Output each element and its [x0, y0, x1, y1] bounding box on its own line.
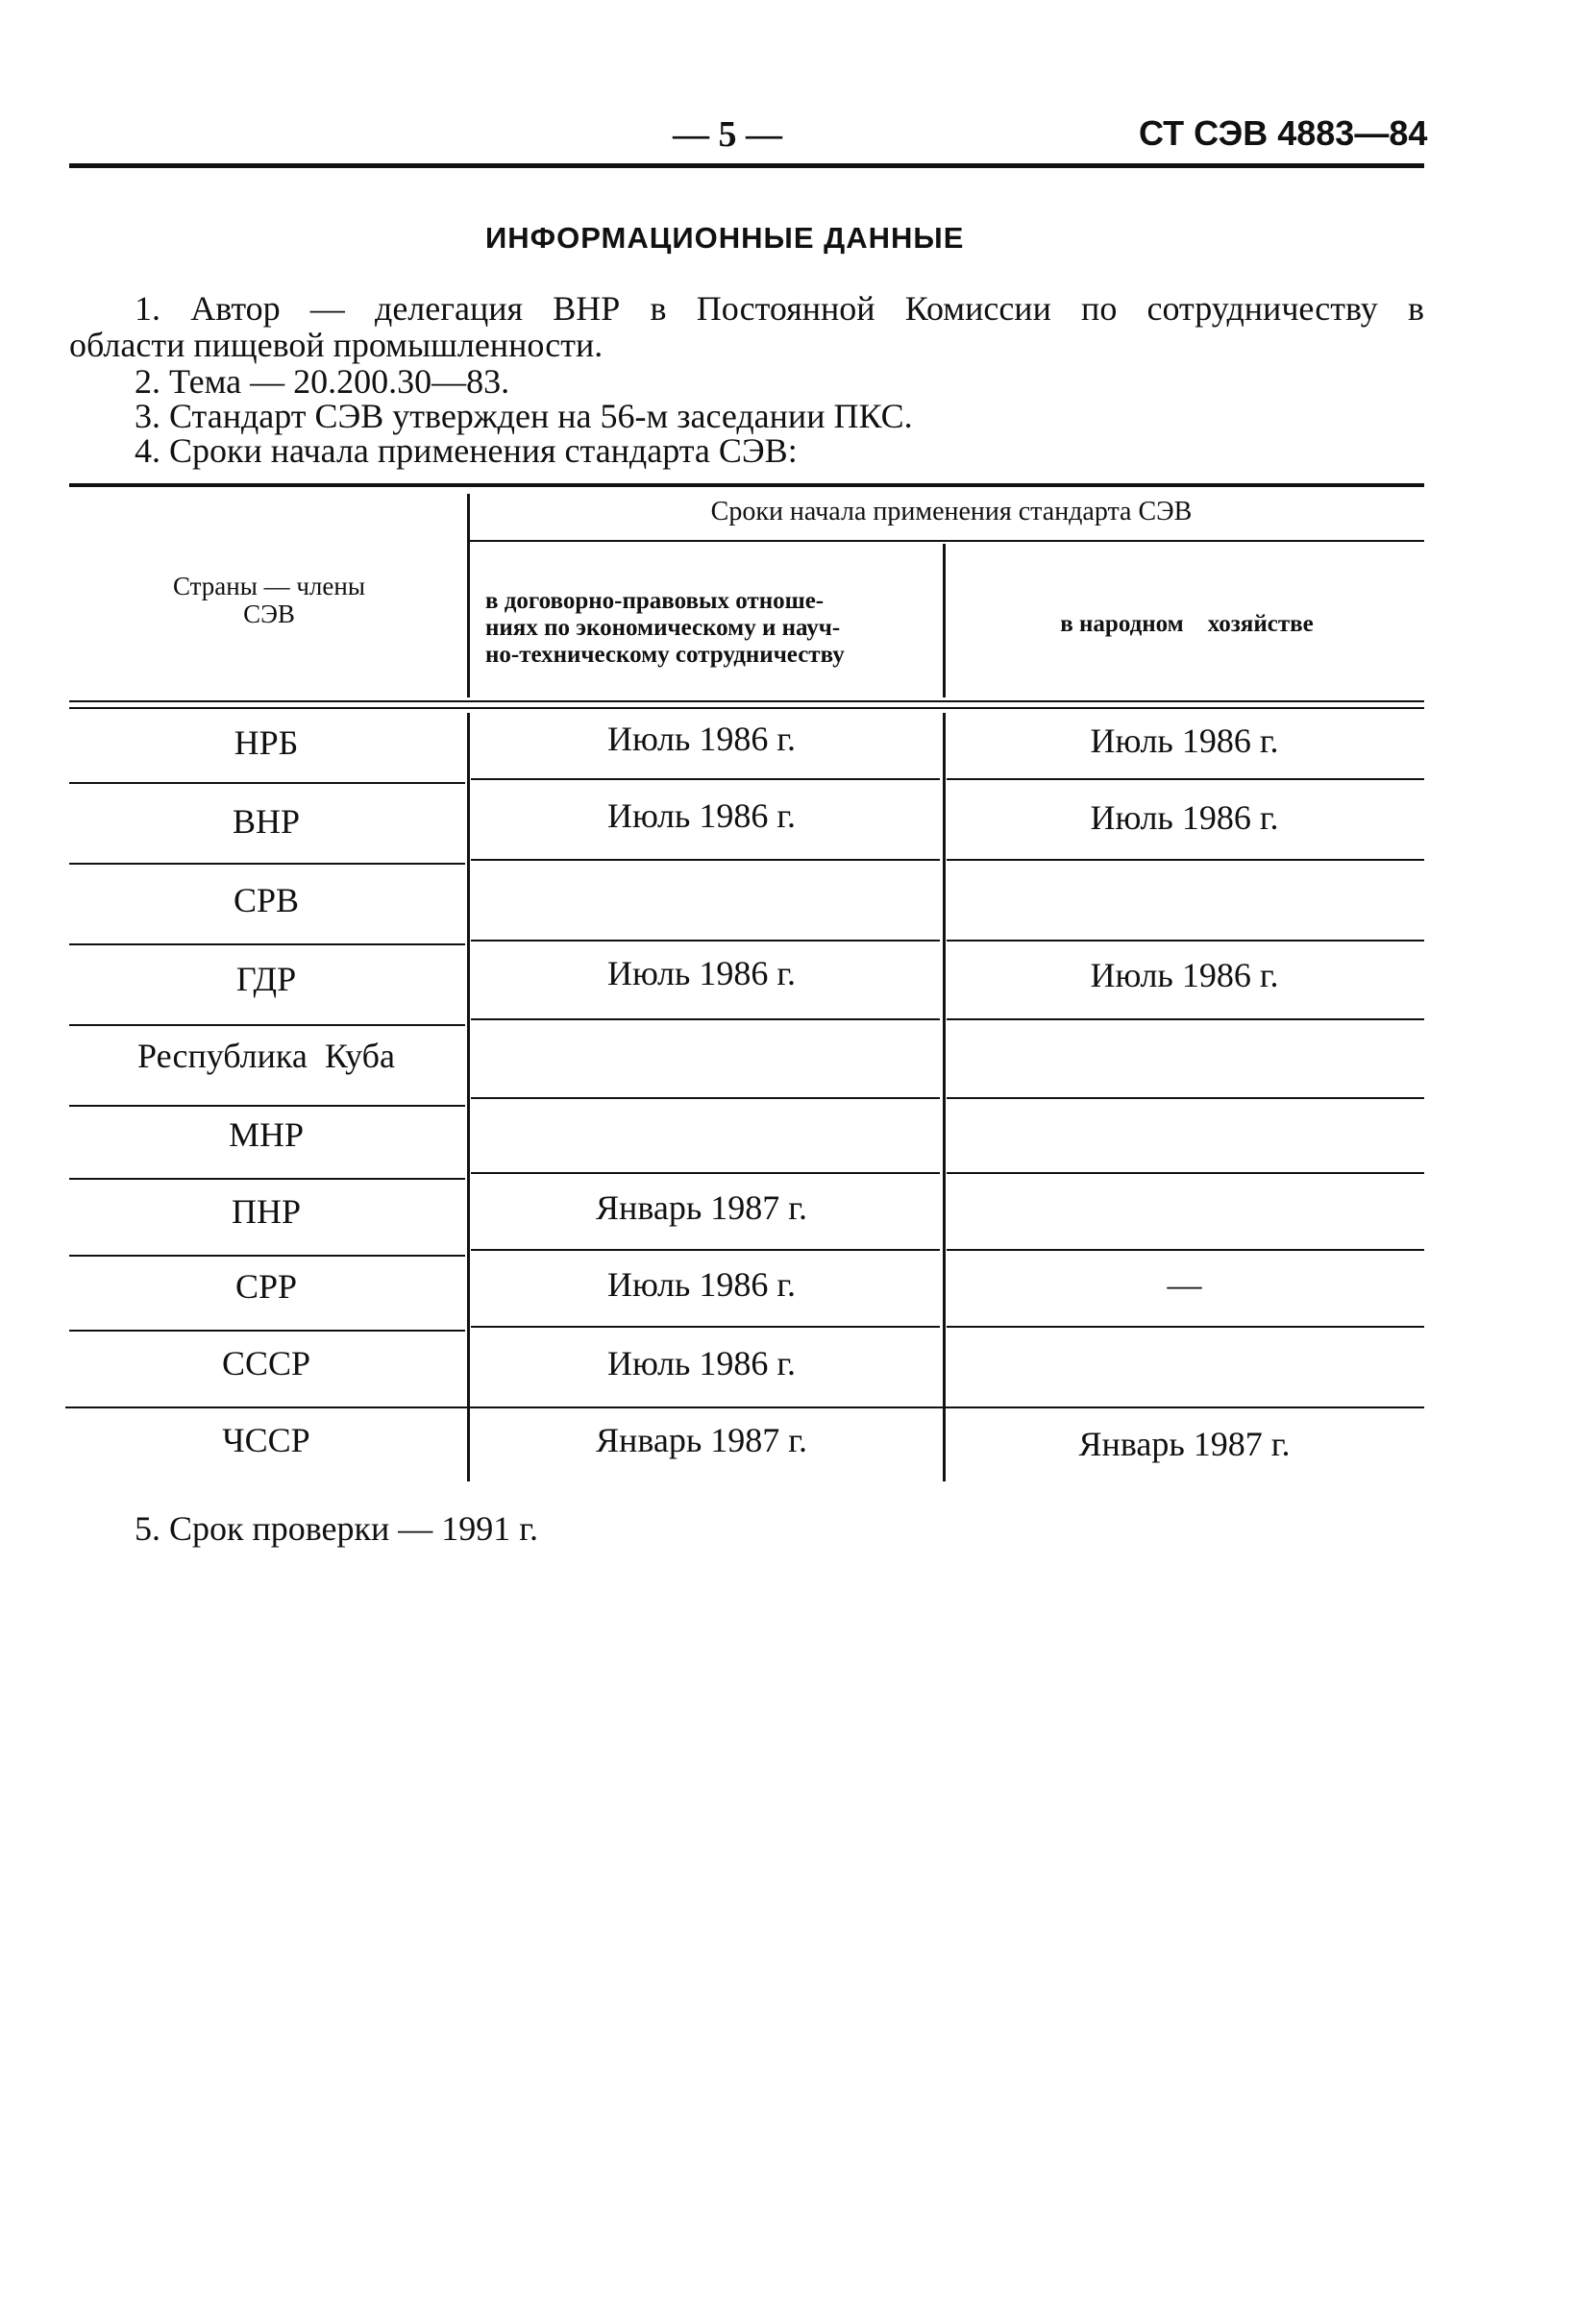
header-col1: в договорно-правовых отноше- ниях по экономическому и науч- но-техническому сотрудничеству: [485, 588, 845, 668]
item-review-date: 5. Срок проверки — 1991 г.: [135, 1509, 538, 1548]
country-cell: СРР: [234, 1267, 298, 1306]
row-rule: [69, 1178, 465, 1180]
row-rule: [947, 1172, 1424, 1174]
date-cell: Июль 1986 г.: [1090, 798, 1279, 837]
item-start-dates: 4. Сроки начала применения стандарта СЭВ:: [135, 431, 798, 470]
header-col2: в народном хозяйстве: [1060, 611, 1314, 637]
row-rule: [947, 1326, 1424, 1328]
country-cell: ПНР: [231, 1192, 302, 1231]
country-cell: Республика Куба: [137, 1037, 395, 1075]
body-divider-2: [943, 713, 946, 1481]
country-cell: МНР: [228, 1115, 305, 1154]
row-rule: [947, 940, 1424, 942]
row-rule: [69, 1330, 465, 1332]
date-cell: Июль 1986 г.: [606, 954, 797, 992]
table-top-rule: [69, 483, 1424, 487]
row-rule: [947, 1018, 1424, 1020]
header-bottom-rule-2: [69, 707, 1424, 709]
row-rule: [69, 1024, 465, 1026]
row-rule: [69, 1255, 465, 1257]
row-rule: [69, 863, 465, 865]
header-group: Сроки начала применения стандарта СЭВ: [710, 497, 1193, 526]
body-divider-1: [467, 713, 470, 1481]
date-cell: Январь 1987 г.: [1078, 1425, 1291, 1463]
section-title: ИНФОРМАЦИОННЫЕ ДАННЫЕ: [485, 221, 965, 255]
country-cell: СССР: [221, 1344, 311, 1382]
item-approval: 3. Стандарт СЭВ утвержден на 56-м заседании ПКС.: [135, 397, 913, 435]
country-cell: ЧССР: [222, 1421, 310, 1459]
item-author-continuation: области пищевой промышленности.: [69, 326, 604, 364]
row-rule: [65, 1407, 1424, 1408]
date-cell: —: [1167, 1265, 1202, 1304]
row-rule: [471, 1172, 940, 1174]
header-country: Страны — члены СЭВ: [173, 572, 365, 628]
row-rule: [471, 1326, 940, 1328]
header-divider-1: [467, 494, 470, 697]
row-rule: [69, 943, 465, 945]
row-rule: [471, 859, 940, 861]
row-rule: [471, 1249, 940, 1251]
country-cell: НРБ: [234, 723, 299, 762]
header-divider-2: [943, 544, 946, 697]
date-cell: Июль 1986 г.: [1090, 722, 1279, 760]
header-rule: [69, 163, 1424, 168]
date-cell: Июль 1986 г.: [606, 1344, 797, 1382]
row-rule: [471, 778, 940, 780]
country-cell: ВНР: [232, 802, 301, 841]
page-number: — 5 —: [673, 114, 782, 155]
row-rule: [69, 782, 465, 784]
row-rule: [69, 1105, 465, 1107]
header-bottom-rule-1: [69, 700, 1424, 702]
row-rule: [471, 940, 940, 942]
date-cell: Июль 1986 г.: [606, 1265, 797, 1304]
row-rule: [947, 859, 1424, 861]
item-theme: 2. Тема — 20.200.30—83.: [135, 362, 510, 401]
date-cell: Июль 1986 г.: [606, 796, 797, 835]
document-code: СТ СЭВ 4883—84: [1139, 113, 1428, 153]
row-rule: [471, 1097, 940, 1099]
row-rule: [471, 1018, 940, 1020]
date-cell: Июль 1986 г.: [1090, 956, 1279, 994]
row-rule: [947, 778, 1424, 780]
date-cell: Январь 1987 г.: [596, 1188, 807, 1227]
date-cell: Июль 1986 г.: [606, 720, 797, 758]
country-cell: СРВ: [233, 881, 300, 919]
row-rule: [947, 1249, 1424, 1251]
date-cell: Январь 1987 г.: [596, 1421, 807, 1459]
country-cell: ГДР: [235, 960, 297, 998]
header-group-rule: [469, 540, 1424, 542]
row-rule: [947, 1097, 1424, 1099]
item-author: 1. Автор — делегация ВНР в Постоянной Комиссии по сотрудничеству в: [135, 289, 1424, 328]
